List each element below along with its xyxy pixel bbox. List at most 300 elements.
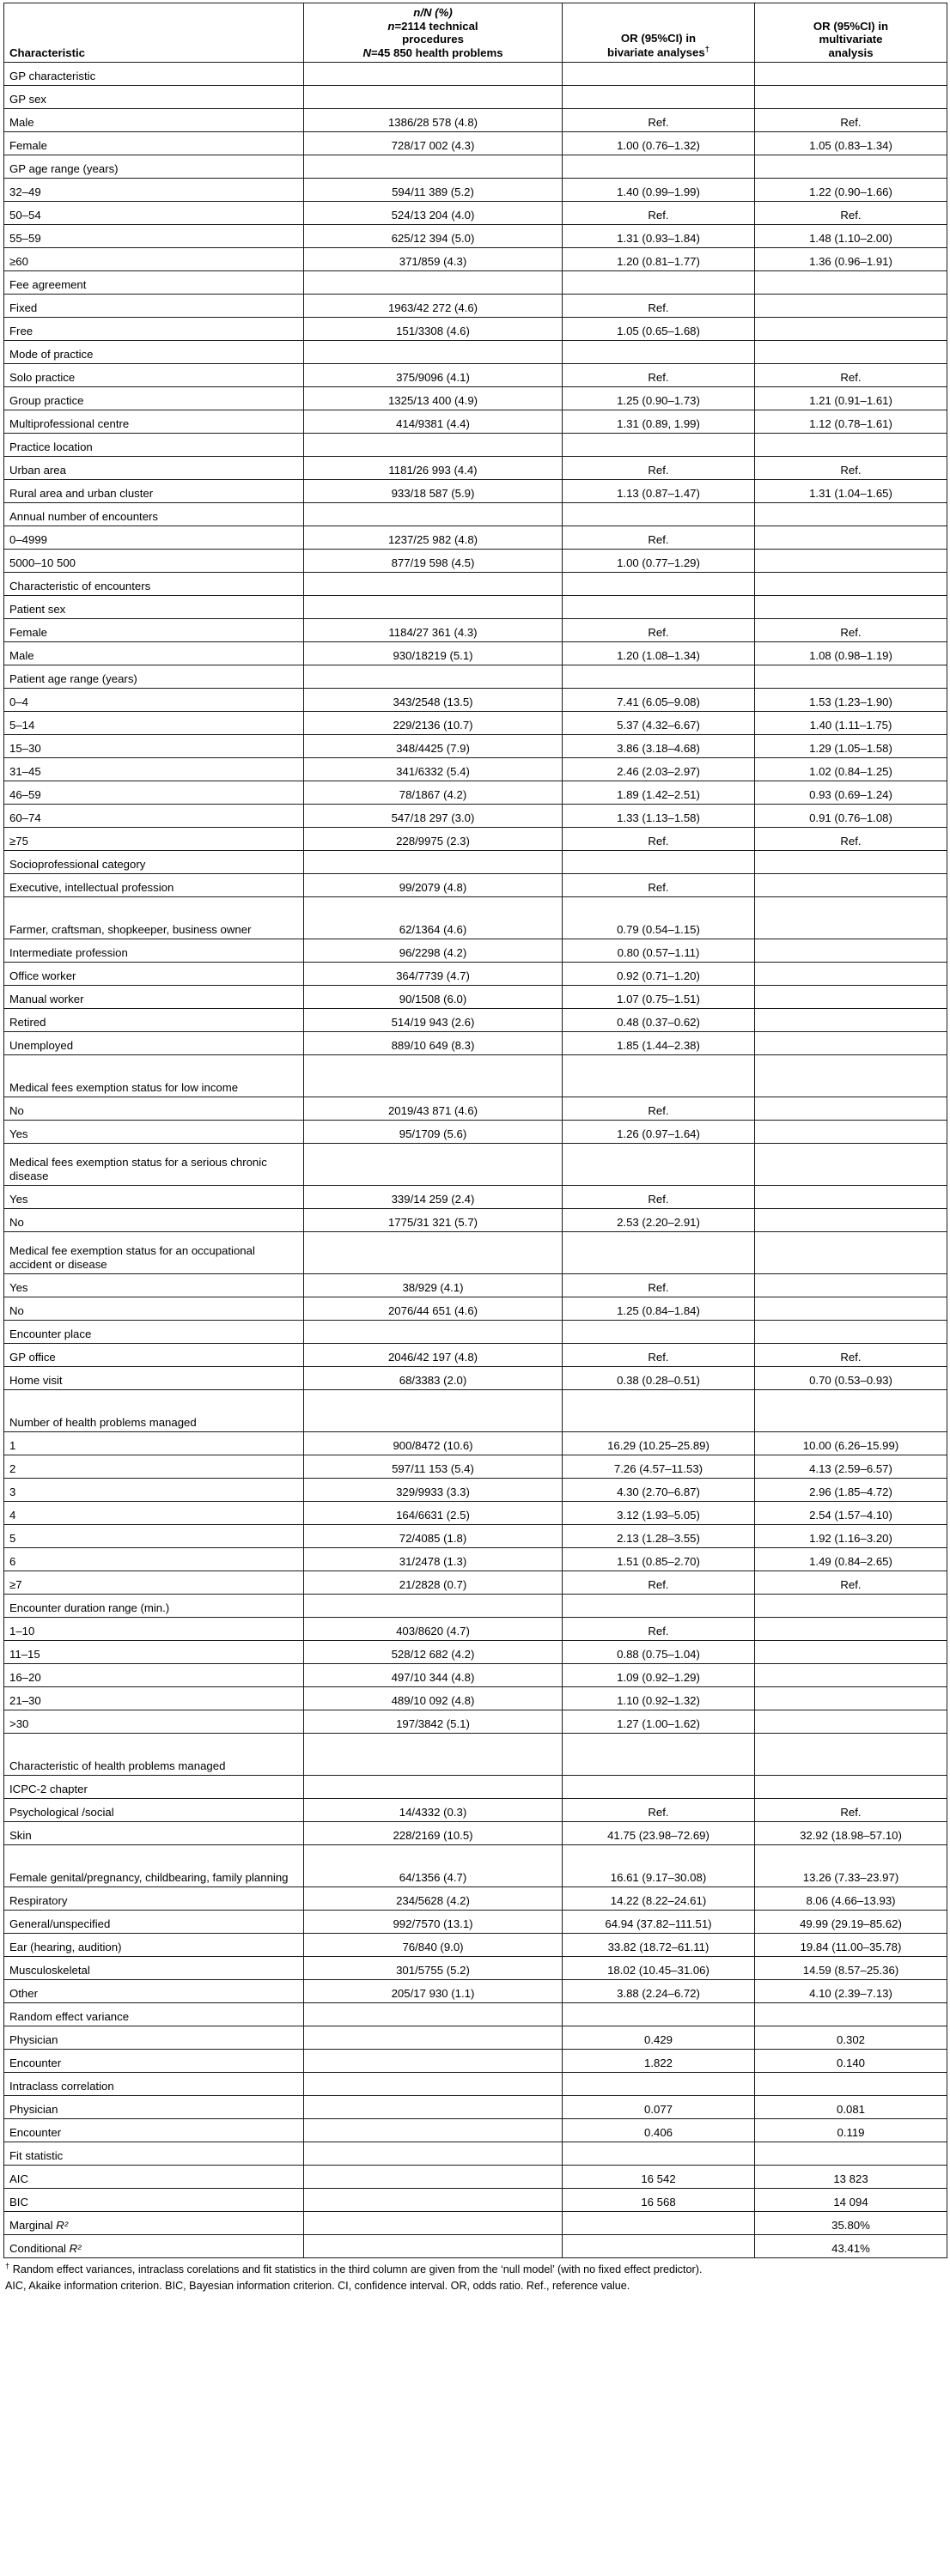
cell-bivariate-or: Ref.	[563, 874, 755, 897]
cell-bivariate-or	[563, 155, 755, 179]
row-label: No	[4, 1297, 304, 1321]
cell-count-percent: 877/19 598 (4.5)	[304, 550, 563, 573]
row-label: GP sex	[4, 86, 304, 109]
cell-bivariate-or: 18.02 (10.45–31.06)	[563, 1957, 755, 1980]
header-bivariate-line2: bivariate analyses†	[607, 45, 709, 59]
cell-count-percent: 1184/27 361 (4.3)	[304, 619, 563, 642]
cell-count-percent: 992/7570 (13.1)	[304, 1911, 563, 1934]
cell-count-percent	[304, 2096, 563, 2119]
cell-count-percent	[304, 434, 563, 457]
row-label: Medical fees exemption status for a serious chronic disease	[4, 1144, 304, 1186]
cell-multivariate-or: 0.70 (0.53–0.93)	[755, 1367, 947, 1390]
row-label: 31–45	[4, 758, 304, 781]
table-row	[4, 1390, 947, 1432]
cell-count-percent: 341/6332 (5.4)	[304, 758, 563, 781]
cell-multivariate-or: 0.140	[755, 2050, 947, 2073]
table-row	[4, 1032, 947, 1055]
cell-count-percent	[304, 2119, 563, 2142]
row-label: 60–74	[4, 805, 304, 828]
cell-bivariate-or: 1.05 (0.65–1.68)	[563, 318, 755, 341]
cell-count-percent: 528/12 682 (4.2)	[304, 1641, 563, 1664]
cell-multivariate-or	[755, 1274, 947, 1297]
table-row	[4, 2166, 947, 2189]
cell-bivariate-or: Ref.	[563, 109, 755, 132]
cell-count-percent: 329/9933 (3.3)	[304, 1479, 563, 1502]
cell-multivariate-or: 1.49 (0.84–2.65)	[755, 1548, 947, 1571]
cell-multivariate-or	[755, 1144, 947, 1186]
cell-multivariate-or	[755, 526, 947, 550]
row-label: ≥7	[4, 1571, 304, 1595]
cell-bivariate-or	[563, 1595, 755, 1618]
cell-multivariate-or	[755, 1664, 947, 1687]
cell-multivariate-or: Ref.	[755, 109, 947, 132]
cell-multivariate-or: 2.54 (1.57–4.10)	[755, 1502, 947, 1525]
row-label: GP office	[4, 1344, 304, 1367]
cell-count-percent: 728/17 002 (4.3)	[304, 132, 563, 155]
row-label: Male	[4, 642, 304, 665]
table-row	[4, 63, 947, 86]
cell-multivariate-or: 13.26 (7.33–23.97)	[755, 1845, 947, 1887]
cell-multivariate-or: 0.302	[755, 2026, 947, 2050]
table-row	[4, 109, 947, 132]
cell-bivariate-or: Ref.	[563, 457, 755, 480]
table-row	[4, 86, 947, 109]
cell-count-percent	[304, 63, 563, 86]
cell-bivariate-or	[563, 271, 755, 295]
table-row	[4, 2189, 947, 2212]
row-label: 55–59	[4, 225, 304, 248]
row-label: Random effect variance	[4, 2003, 304, 2026]
cell-bivariate-or: 1.85 (1.44–2.38)	[563, 1032, 755, 1055]
row-label: 5–14	[4, 712, 304, 735]
row-label: Yes	[4, 1186, 304, 1209]
cell-multivariate-or	[755, 434, 947, 457]
table-row	[4, 1571, 947, 1595]
table-row	[4, 1432, 947, 1455]
table-row	[4, 758, 947, 781]
cell-count-percent: 414/9381 (4.4)	[304, 410, 563, 434]
cell-multivariate-or: 0.081	[755, 2096, 947, 2119]
table-row	[4, 2073, 947, 2096]
row-label: Psychological /social	[4, 1799, 304, 1822]
cell-bivariate-or	[563, 851, 755, 874]
cell-bivariate-or	[563, 2212, 755, 2235]
table-row	[4, 132, 947, 155]
row-label: Medical fees exemption status for low income	[4, 1055, 304, 1097]
row-label: Marginal R²	[4, 2212, 304, 2235]
table-row	[4, 642, 947, 665]
cell-bivariate-or: Ref.	[563, 1799, 755, 1822]
cell-count-percent: 151/3308 (4.6)	[304, 318, 563, 341]
cell-multivariate-or: 1.29 (1.05–1.58)	[755, 735, 947, 758]
cell-bivariate-or: 1.33 (1.13–1.58)	[563, 805, 755, 828]
row-label: Encounter	[4, 2050, 304, 2073]
table-row	[4, 596, 947, 619]
cell-multivariate-or: 2.96 (1.85–4.72)	[755, 1479, 947, 1502]
cell-multivariate-or: 1.02 (0.84–1.25)	[755, 758, 947, 781]
cell-multivariate-or: Ref.	[755, 828, 947, 851]
row-label: Ear (hearing, audition)	[4, 1934, 304, 1957]
cell-bivariate-or: 16.61 (9.17–30.08)	[563, 1845, 755, 1887]
cell-count-percent: 72/4085 (1.8)	[304, 1525, 563, 1548]
cell-bivariate-or: 1.26 (0.97–1.64)	[563, 1121, 755, 1144]
column-header-characteristic	[4, 3, 304, 63]
cell-bivariate-or: 0.92 (0.71–1.20)	[563, 963, 755, 986]
cell-count-percent: 497/10 344 (4.8)	[304, 1664, 563, 1687]
dagger-marker: †	[5, 2262, 10, 2272]
table-row	[4, 248, 947, 271]
table-row	[4, 1055, 947, 1097]
cell-count-percent	[304, 2142, 563, 2166]
cell-bivariate-or: 1.822	[563, 2050, 755, 2073]
cell-multivariate-or: 1.08 (0.98–1.19)	[755, 642, 947, 665]
row-label: Respiratory	[4, 1887, 304, 1911]
cell-multivariate-or	[755, 1734, 947, 1776]
cell-count-percent: 164/6631 (2.5)	[304, 1502, 563, 1525]
table-row	[4, 1822, 947, 1845]
cell-bivariate-or: 5.37 (4.32–6.67)	[563, 712, 755, 735]
cell-bivariate-or: Ref.	[563, 1274, 755, 1297]
cell-bivariate-or	[563, 1734, 755, 1776]
table-row	[4, 155, 947, 179]
table-row	[4, 689, 947, 712]
cell-count-percent: 68/3383 (2.0)	[304, 1367, 563, 1390]
table-row	[4, 457, 947, 480]
table-row	[4, 202, 947, 225]
table-row	[4, 1664, 947, 1687]
row-label: AIC	[4, 2166, 304, 2189]
table-row	[4, 1479, 947, 1502]
row-label: Patient age range (years)	[4, 665, 304, 689]
cell-multivariate-or: 0.119	[755, 2119, 947, 2142]
cell-bivariate-or: 1.27 (1.00–1.62)	[563, 1710, 755, 1734]
cell-multivariate-or: 0.91 (0.76–1.08)	[755, 805, 947, 828]
row-label: Retired	[4, 1009, 304, 1032]
column-header-bivariate	[563, 3, 755, 63]
cell-bivariate-or: 1.40 (0.99–1.99)	[563, 179, 755, 202]
cell-bivariate-or: Ref.	[563, 364, 755, 387]
table-row	[4, 480, 947, 503]
row-label: Annual number of encounters	[4, 503, 304, 526]
cell-multivariate-or	[755, 939, 947, 963]
cell-multivariate-or	[755, 63, 947, 86]
cell-count-percent: 90/1508 (6.0)	[304, 986, 563, 1009]
cell-count-percent: 930/18219 (5.1)	[304, 642, 563, 665]
cell-bivariate-or	[563, 573, 755, 596]
cell-bivariate-or	[563, 341, 755, 364]
cell-count-percent	[304, 2003, 563, 2026]
cell-count-percent	[304, 1232, 563, 1274]
cell-count-percent	[304, 1734, 563, 1776]
footnote-dagger	[5, 2262, 945, 2277]
row-label: Rural area and urban cluster	[4, 480, 304, 503]
cell-bivariate-or	[563, 1776, 755, 1799]
row-label: Conditional R²	[4, 2235, 304, 2258]
row-label: Yes	[4, 1274, 304, 1297]
table-row	[4, 963, 947, 986]
cell-multivariate-or	[755, 1097, 947, 1121]
cell-multivariate-or	[755, 550, 947, 573]
row-label: Female genital/pregnancy, childbearing, family planning	[4, 1845, 304, 1887]
table-row	[4, 410, 947, 434]
cell-multivariate-or: 1.22 (0.90–1.66)	[755, 179, 947, 202]
row-label: ≥60	[4, 248, 304, 271]
cell-bivariate-or: Ref.	[563, 1618, 755, 1641]
table-row	[4, 619, 947, 642]
cell-bivariate-or: 1.09 (0.92–1.29)	[563, 1664, 755, 1687]
row-label: Characteristic of encounters	[4, 573, 304, 596]
cell-multivariate-or: 1.36 (0.96–1.91)	[755, 248, 947, 271]
cell-count-percent	[304, 86, 563, 109]
row-label: Fee agreement	[4, 271, 304, 295]
cell-bivariate-or: 1.20 (1.08–1.34)	[563, 642, 755, 665]
cell-multivariate-or: 0.93 (0.69–1.24)	[755, 781, 947, 805]
row-label: 16–20	[4, 1664, 304, 1687]
cell-count-percent: 889/10 649 (8.3)	[304, 1032, 563, 1055]
cell-multivariate-or	[755, 2003, 947, 2026]
table-row	[4, 318, 947, 341]
cell-multivariate-or	[755, 1232, 947, 1274]
table-row	[4, 1687, 947, 1710]
cell-multivariate-or: 1.21 (0.91–1.61)	[755, 387, 947, 410]
table-row	[4, 225, 947, 248]
footnotes	[3, 2258, 947, 2293]
row-label: Patient sex	[4, 596, 304, 619]
cell-count-percent: 2046/42 197 (4.8)	[304, 1344, 563, 1367]
table-row	[4, 665, 947, 689]
cell-bivariate-or: 7.26 (4.57–11.53)	[563, 1455, 755, 1479]
row-label: Intermediate profession	[4, 939, 304, 963]
cell-count-percent: 1237/25 982 (4.8)	[304, 526, 563, 550]
row-label: Practice location	[4, 434, 304, 457]
cell-bivariate-or: 0.80 (0.57–1.11)	[563, 939, 755, 963]
cell-count-percent: 1775/31 321 (5.7)	[304, 1209, 563, 1232]
table-row	[4, 828, 947, 851]
cell-multivariate-or	[755, 2142, 947, 2166]
table-row	[4, 1911, 947, 1934]
table-row	[4, 364, 947, 387]
row-label: Other	[4, 1980, 304, 2003]
cell-bivariate-or	[563, 665, 755, 689]
cell-count-percent	[304, 665, 563, 689]
cell-multivariate-or	[755, 1209, 947, 1232]
cell-count-percent: 933/18 587 (5.9)	[304, 480, 563, 503]
cell-count-percent: 62/1364 (4.6)	[304, 897, 563, 939]
cell-bivariate-or: 0.79 (0.54–1.15)	[563, 897, 755, 939]
row-label: Female	[4, 132, 304, 155]
cell-multivariate-or: 1.31 (1.04–1.65)	[755, 480, 947, 503]
table-row	[4, 1618, 947, 1641]
cell-bivariate-or: 0.88 (0.75–1.04)	[563, 1641, 755, 1664]
cell-bivariate-or	[563, 2073, 755, 2096]
row-label: Multiprofessional centre	[4, 410, 304, 434]
header-bivariate-line1: OR (95%CI) in	[620, 31, 697, 45]
table-row	[4, 1144, 947, 1186]
table-row	[4, 986, 947, 1009]
cell-count-percent: 364/7739 (4.7)	[304, 963, 563, 986]
header-multivariate-line1: OR (95%CI) in	[813, 19, 889, 33]
cell-bivariate-or: 33.82 (18.72–61.11)	[563, 1934, 755, 1957]
header-characteristic-text: Characteristic	[9, 46, 85, 59]
cell-bivariate-or	[563, 1390, 755, 1432]
cell-count-percent	[304, 1055, 563, 1097]
table-row	[4, 526, 947, 550]
cell-multivariate-or: 35.80%	[755, 2212, 947, 2235]
table-row	[4, 2096, 947, 2119]
row-label: 1–10	[4, 1618, 304, 1641]
cell-bivariate-or: 1.13 (0.87–1.47)	[563, 480, 755, 503]
table-row	[4, 2212, 947, 2235]
row-label: 6	[4, 1548, 304, 1571]
row-label: Medical fee exemption status for an occupational accident or disease	[4, 1232, 304, 1274]
cell-multivariate-or: 1.40 (1.11–1.75)	[755, 712, 947, 735]
cell-count-percent: 229/2136 (10.7)	[304, 712, 563, 735]
row-label: Encounter duration range (min.)	[4, 1595, 304, 1618]
table-row	[4, 550, 947, 573]
cell-bivariate-or	[563, 1232, 755, 1274]
cell-multivariate-or: 8.06 (4.66–13.93)	[755, 1887, 947, 1911]
cell-count-percent: 21/2828 (0.7)	[304, 1571, 563, 1595]
header-counts-line3: procedures	[402, 33, 464, 46]
cell-bivariate-or	[563, 503, 755, 526]
cell-multivariate-or: Ref.	[755, 364, 947, 387]
row-label: General/unspecified	[4, 1911, 304, 1934]
cell-count-percent	[304, 851, 563, 874]
cell-multivariate-or: Ref.	[755, 1799, 947, 1822]
row-label: Encounter	[4, 2119, 304, 2142]
row-label: >30	[4, 1710, 304, 1734]
cell-multivariate-or: 1.53 (1.23–1.90)	[755, 689, 947, 712]
table-row	[4, 1799, 947, 1822]
table-row	[4, 1344, 947, 1367]
table-row	[4, 1502, 947, 1525]
header-counts-line2: n=2114 technical	[387, 19, 478, 33]
table-row	[4, 1595, 947, 1618]
cell-bivariate-or: 0.429	[563, 2026, 755, 2050]
cell-multivariate-or	[755, 1121, 947, 1144]
cell-bivariate-or: Ref.	[563, 1344, 755, 1367]
cell-bivariate-or: Ref.	[563, 1571, 755, 1595]
table-row	[4, 1455, 947, 1479]
cell-multivariate-or	[755, 341, 947, 364]
cell-multivariate-or	[755, 874, 947, 897]
cell-multivariate-or: 1.12 (0.78–1.61)	[755, 410, 947, 434]
cell-count-percent	[304, 2073, 563, 2096]
cell-bivariate-or: 16 568	[563, 2189, 755, 2212]
row-label: Urban area	[4, 457, 304, 480]
row-label: 3	[4, 1479, 304, 1502]
cell-multivariate-or	[755, 1776, 947, 1799]
cell-multivariate-or: Ref.	[755, 1344, 947, 1367]
cell-multivariate-or	[755, 271, 947, 295]
cell-bivariate-or: 4.30 (2.70–6.87)	[563, 1479, 755, 1502]
header-counts-line1: n/N (%)	[413, 6, 453, 19]
cell-count-percent	[304, 573, 563, 596]
cell-multivariate-or	[755, 155, 947, 179]
cell-count-percent	[304, 2166, 563, 2189]
row-label: 32–49	[4, 179, 304, 202]
row-label: Fixed	[4, 295, 304, 318]
table-row	[4, 2003, 947, 2026]
table-row	[4, 1274, 947, 1297]
cell-count-percent: 76/840 (9.0)	[304, 1934, 563, 1957]
table-row	[4, 295, 947, 318]
cell-count-percent: 64/1356 (4.7)	[304, 1845, 563, 1887]
row-label: ICPC-2 chapter	[4, 1776, 304, 1799]
row-label: Encounter place	[4, 1321, 304, 1344]
cell-count-percent: 547/18 297 (3.0)	[304, 805, 563, 828]
cell-multivariate-or	[755, 318, 947, 341]
table-row	[4, 1710, 947, 1734]
cell-multivariate-or	[755, 665, 947, 689]
table-row	[4, 1367, 947, 1390]
cell-count-percent	[304, 1144, 563, 1186]
cell-count-percent	[304, 341, 563, 364]
row-label: Female	[4, 619, 304, 642]
cell-count-percent	[304, 2050, 563, 2073]
header-multivariate-line2: multivariate	[819, 33, 883, 46]
row-label: Socioprofessional category	[4, 851, 304, 874]
table-row	[4, 2235, 947, 2258]
cell-count-percent: 514/19 943 (2.6)	[304, 1009, 563, 1032]
cell-count-percent: 197/3842 (5.1)	[304, 1710, 563, 1734]
table-body	[4, 63, 947, 2258]
cell-bivariate-or: 3.88 (2.24–6.72)	[563, 1980, 755, 2003]
cell-bivariate-or: 1.31 (0.93–1.84)	[563, 225, 755, 248]
cell-multivariate-or: 14.59 (8.57–25.36)	[755, 1957, 947, 1980]
cell-multivariate-or	[755, 2073, 947, 2096]
cell-count-percent	[304, 2026, 563, 2050]
cell-bivariate-or: 1.51 (0.85–2.70)	[563, 1548, 755, 1571]
cell-count-percent: 2019/43 871 (4.6)	[304, 1097, 563, 1121]
cell-multivariate-or: Ref.	[755, 202, 947, 225]
cell-bivariate-or	[563, 2142, 755, 2166]
cell-count-percent: 31/2478 (1.3)	[304, 1548, 563, 1571]
table-row	[4, 735, 947, 758]
cell-bivariate-or: Ref.	[563, 1097, 755, 1121]
row-label: 5	[4, 1525, 304, 1548]
cell-count-percent: 228/2169 (10.5)	[304, 1822, 563, 1845]
row-label: Home visit	[4, 1367, 304, 1390]
cell-multivariate-or	[755, 596, 947, 619]
row-label: Physician	[4, 2096, 304, 2119]
table-row	[4, 874, 947, 897]
header-counts-line4: N=45 850 health problems	[362, 46, 503, 59]
cell-multivariate-or	[755, 1055, 947, 1097]
cell-bivariate-or: 1.25 (0.90–1.73)	[563, 387, 755, 410]
row-label: Fit statistic	[4, 2142, 304, 2166]
cell-count-percent: 78/1867 (4.2)	[304, 781, 563, 805]
header-multivariate-line3: analysis	[828, 46, 874, 59]
table-row	[4, 1297, 947, 1321]
cell-multivariate-or	[755, 573, 947, 596]
cell-bivariate-or	[563, 2003, 755, 2026]
cell-bivariate-or: 0.077	[563, 2096, 755, 2119]
row-label: Free	[4, 318, 304, 341]
cell-count-percent: 1181/26 993 (4.4)	[304, 457, 563, 480]
cell-multivariate-or: 49.99 (29.19–85.62)	[755, 1911, 947, 1934]
table-row	[4, 805, 947, 828]
row-label: Farmer, craftsman, shopkeeper, business owner	[4, 897, 304, 939]
cell-count-percent	[304, 1321, 563, 1344]
table-row	[4, 1321, 947, 1344]
cell-bivariate-or: 64.94 (37.82–111.51)	[563, 1911, 755, 1934]
table-row	[4, 1887, 947, 1911]
cell-count-percent	[304, 1390, 563, 1432]
cell-multivariate-or	[755, 963, 947, 986]
cell-multivariate-or	[755, 86, 947, 109]
row-label: Yes	[4, 1121, 304, 1144]
